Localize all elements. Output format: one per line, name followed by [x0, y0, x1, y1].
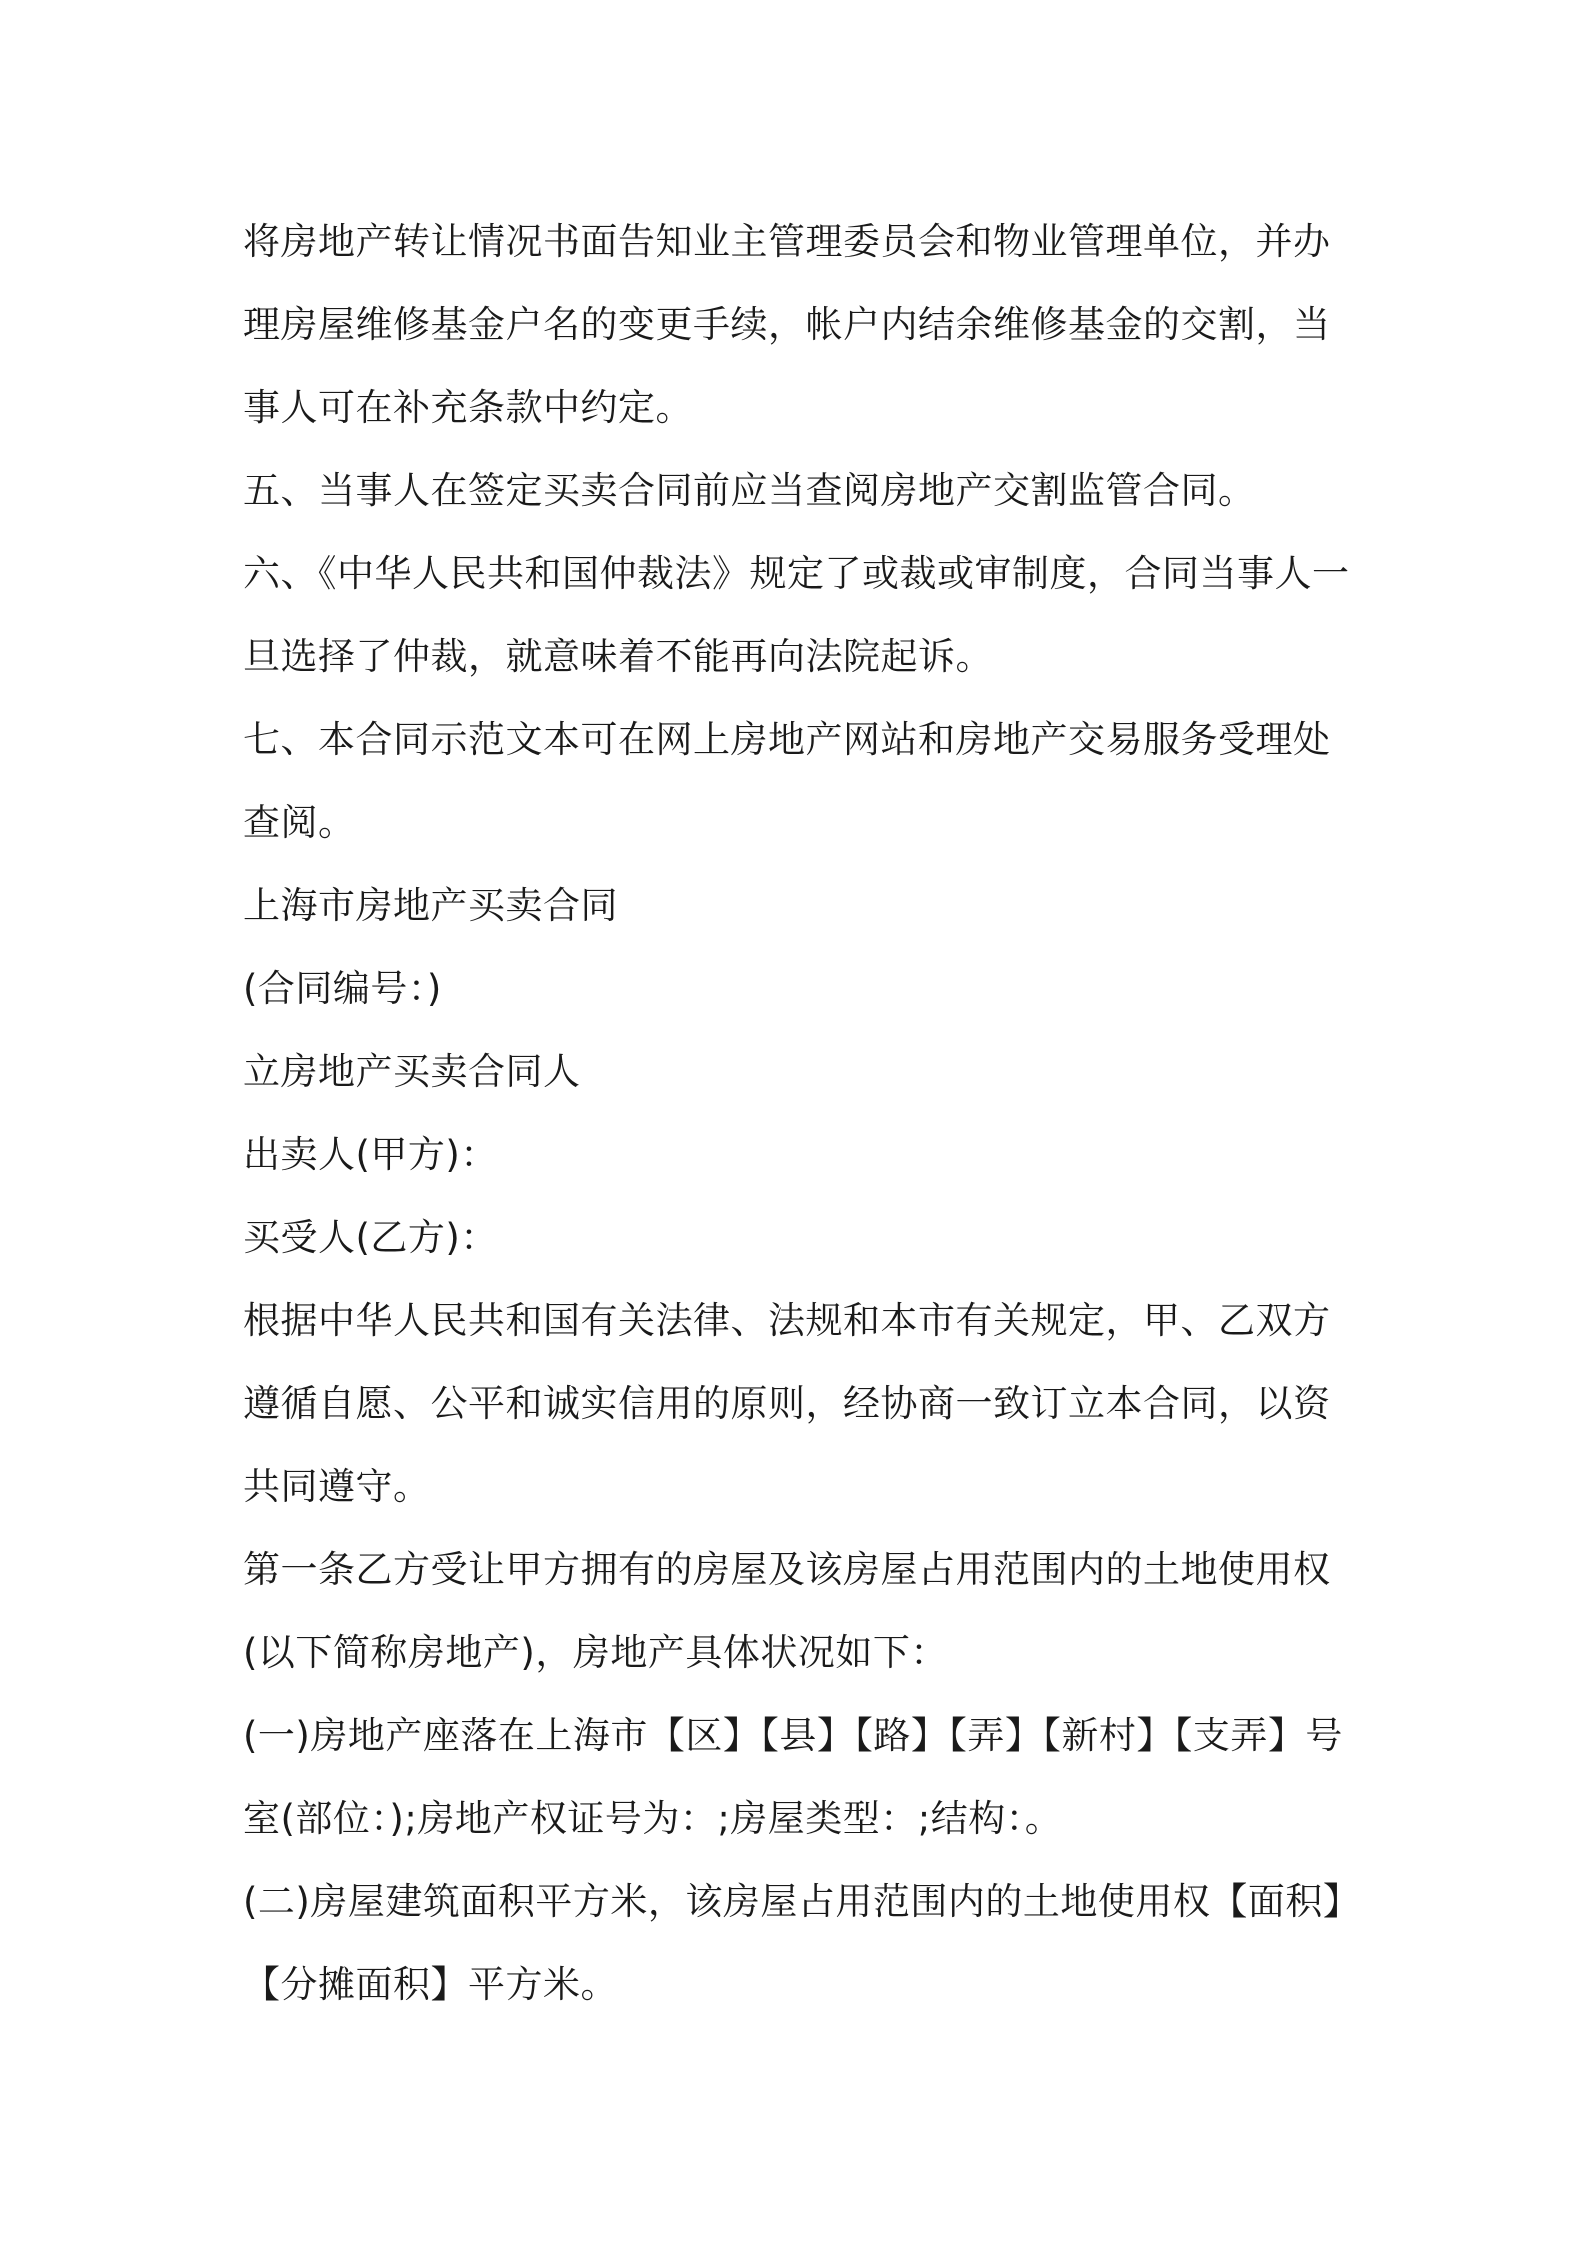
paragraph-maintenance-fund: 将房地产转让情况书面告知业主管理委员会和物业管理单位，并办理房屋维修基金户名的变更手续，帐户内结余维修基金的交割，当事人可在补充条款中约定。 [243, 220, 1331, 429]
clause-1-location: (一)房地产座落在上海市【区】【县】【路】【弄】【新村】【支弄】号室(部位：);房地产权证号为：;房屋类型：;结构：。 [243, 1714, 1343, 1840]
article-1-paragraph: 第一条乙方受让甲方拥有的房屋及该房屋占用范围内的土地使用权(以下简称房地产)，房地产具体状况如下： [243, 1548, 1331, 1674]
contract-number: (合同编号：) [243, 967, 442, 1010]
clause-2-area: (二)房屋建筑面积平方米，该房屋占用范围内的土地使用权【面积】【分摊面积】平方米。 [243, 1880, 1342, 2006]
preamble-paragraph: 根据中华人民共和国有关法律、法规和本市有关规定，甲、乙双方遵循自愿、公平和诚实信用的原则，经协商一致订立本合同，以资共同遵守。 [243, 1299, 1331, 1508]
document-body [243, 200, 1355, 2026]
buyer-line: 买受人(乙方)： [243, 1216, 498, 1259]
contract-parties-heading: 立房地产买卖合同人 [243, 1050, 581, 1093]
seller-line: 出卖人(甲方)： [243, 1133, 498, 1176]
paragraph-item-6: 六、《中华人民共和国仲裁法》规定了或裁或审制度，合同当事人一旦选择了仲裁，就意味着不能再向法院起诉。 [243, 552, 1350, 678]
paragraph-item-5: 五、当事人在签定买卖合同前应当查阅房地产交割监管合同。 [243, 469, 1256, 512]
paragraph-item-7: 七、本合同示范文本可在网上房地产网站和房地产交易服务受理处查阅。 [243, 718, 1331, 844]
contract-title: 上海市房地产买卖合同 [243, 884, 618, 927]
